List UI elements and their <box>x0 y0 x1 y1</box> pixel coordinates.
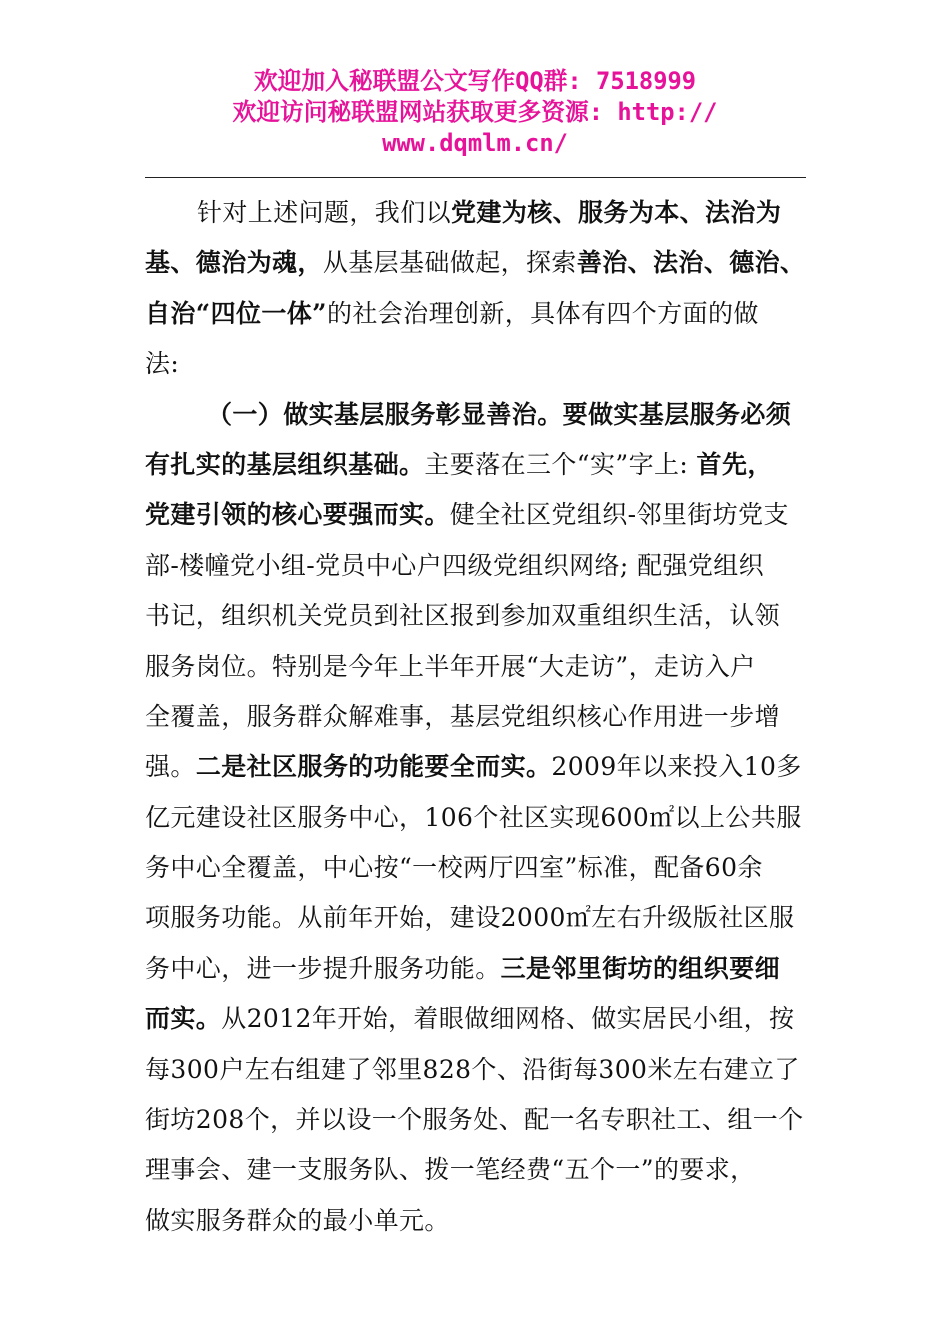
section-heading: （一）做实基层服务彰显善治。要做实基层服务必须 <box>207 399 792 429</box>
text-line: 理事会、建一支服务队、拨一笔经费“五个一”的要求， <box>145 1155 756 1185</box>
bold-text-run: 善治、法治、德治、 <box>576 248 806 278</box>
bold-text-run: 二是社区服务的功能要全而实。 <box>195 752 552 782</box>
text-line <box>145 742 807 792</box>
text-line <box>145 994 807 1044</box>
text-line: 服务岗位。特别是今年上半年开展“大走访”，走访入户 <box>145 651 756 681</box>
header-qq-group: 欢迎加入秘联盟公文写作QQ群: 7518999 <box>253 67 697 95</box>
text-line: 项服务功能。从前年开始，建设2000㎡左右升级版社区服 <box>145 903 795 933</box>
text-line <box>145 188 807 238</box>
text-line: 亿元建设社区服务中心，106个社区实现600㎡以上公共服 <box>145 802 802 832</box>
bold-text-run: 党建引领的核心要强而实。 <box>145 500 450 530</box>
text-run: 主要落在三个“实”字上: <box>424 449 697 479</box>
text-line: 每300户左右组建了邻里828个、沿街每300米左右建立了 <box>145 1054 800 1084</box>
text-line <box>145 238 807 288</box>
text-line: 书记，组织机关党员到社区报到参加双重组织生活，认领 <box>145 601 781 631</box>
text-line: 街坊208个，并以设一个服务处、配一名专职社工、组一个 <box>145 1105 804 1135</box>
text-line: 全覆盖，服务群众解难事，基层党组织核心作用进一步增 <box>145 701 781 731</box>
text-run: 务中心，进一步提升服务功能。 <box>145 953 501 983</box>
text-run: 的社会治理创新，具体有四个方面的做 <box>326 298 759 328</box>
text-run: 健全社区党组织-邻里街坊党支 <box>449 500 789 530</box>
bold-text-run: 基、德治为魂， <box>145 248 323 278</box>
text-line <box>145 490 807 540</box>
text-run: 2009年以来投入10多 <box>551 752 802 782</box>
bold-text-run: 自治“四位一体” <box>145 298 327 328</box>
text-line: 做实服务群众的最小单元。 <box>145 1205 450 1235</box>
document-body <box>145 188 807 1246</box>
bold-text-run: 首先， <box>696 449 773 479</box>
text-run: 针对上述问题，我们以 <box>197 198 452 227</box>
text-line <box>145 440 807 490</box>
header-divider <box>145 177 806 178</box>
watermark-header <box>0 66 950 159</box>
text-run: 从2012年开始，着眼做细网格、做实居民小组，按 <box>221 1004 795 1034</box>
bold-text-run: 有扎实的基层组织基础。 <box>145 449 425 479</box>
text-line: 法: <box>145 349 180 379</box>
text-line: 部-楼幢党小组-党员中心户四级党组织网络; 配强党组织 <box>145 550 765 580</box>
text-run: 从基层基础做起，探索 <box>322 248 577 278</box>
text-line <box>145 289 807 339</box>
header-website-url[interactable]: www.dqmlm.cn/ <box>382 129 568 157</box>
bold-text-run: 而实。 <box>145 1004 222 1034</box>
bold-text-run: 党建为核、服务为本、法治为 <box>451 198 782 227</box>
bold-text-run: 三是邻里街坊的组织要细 <box>500 953 781 983</box>
text-run: 强。 <box>145 752 196 782</box>
header-website-text: 欢迎访问秘联盟网站获取更多资源: http:// <box>232 98 718 126</box>
text-line <box>145 944 807 994</box>
text-line: 务中心全覆盖，中心按“一校两厅四室”标准，配备60余 <box>145 853 763 883</box>
